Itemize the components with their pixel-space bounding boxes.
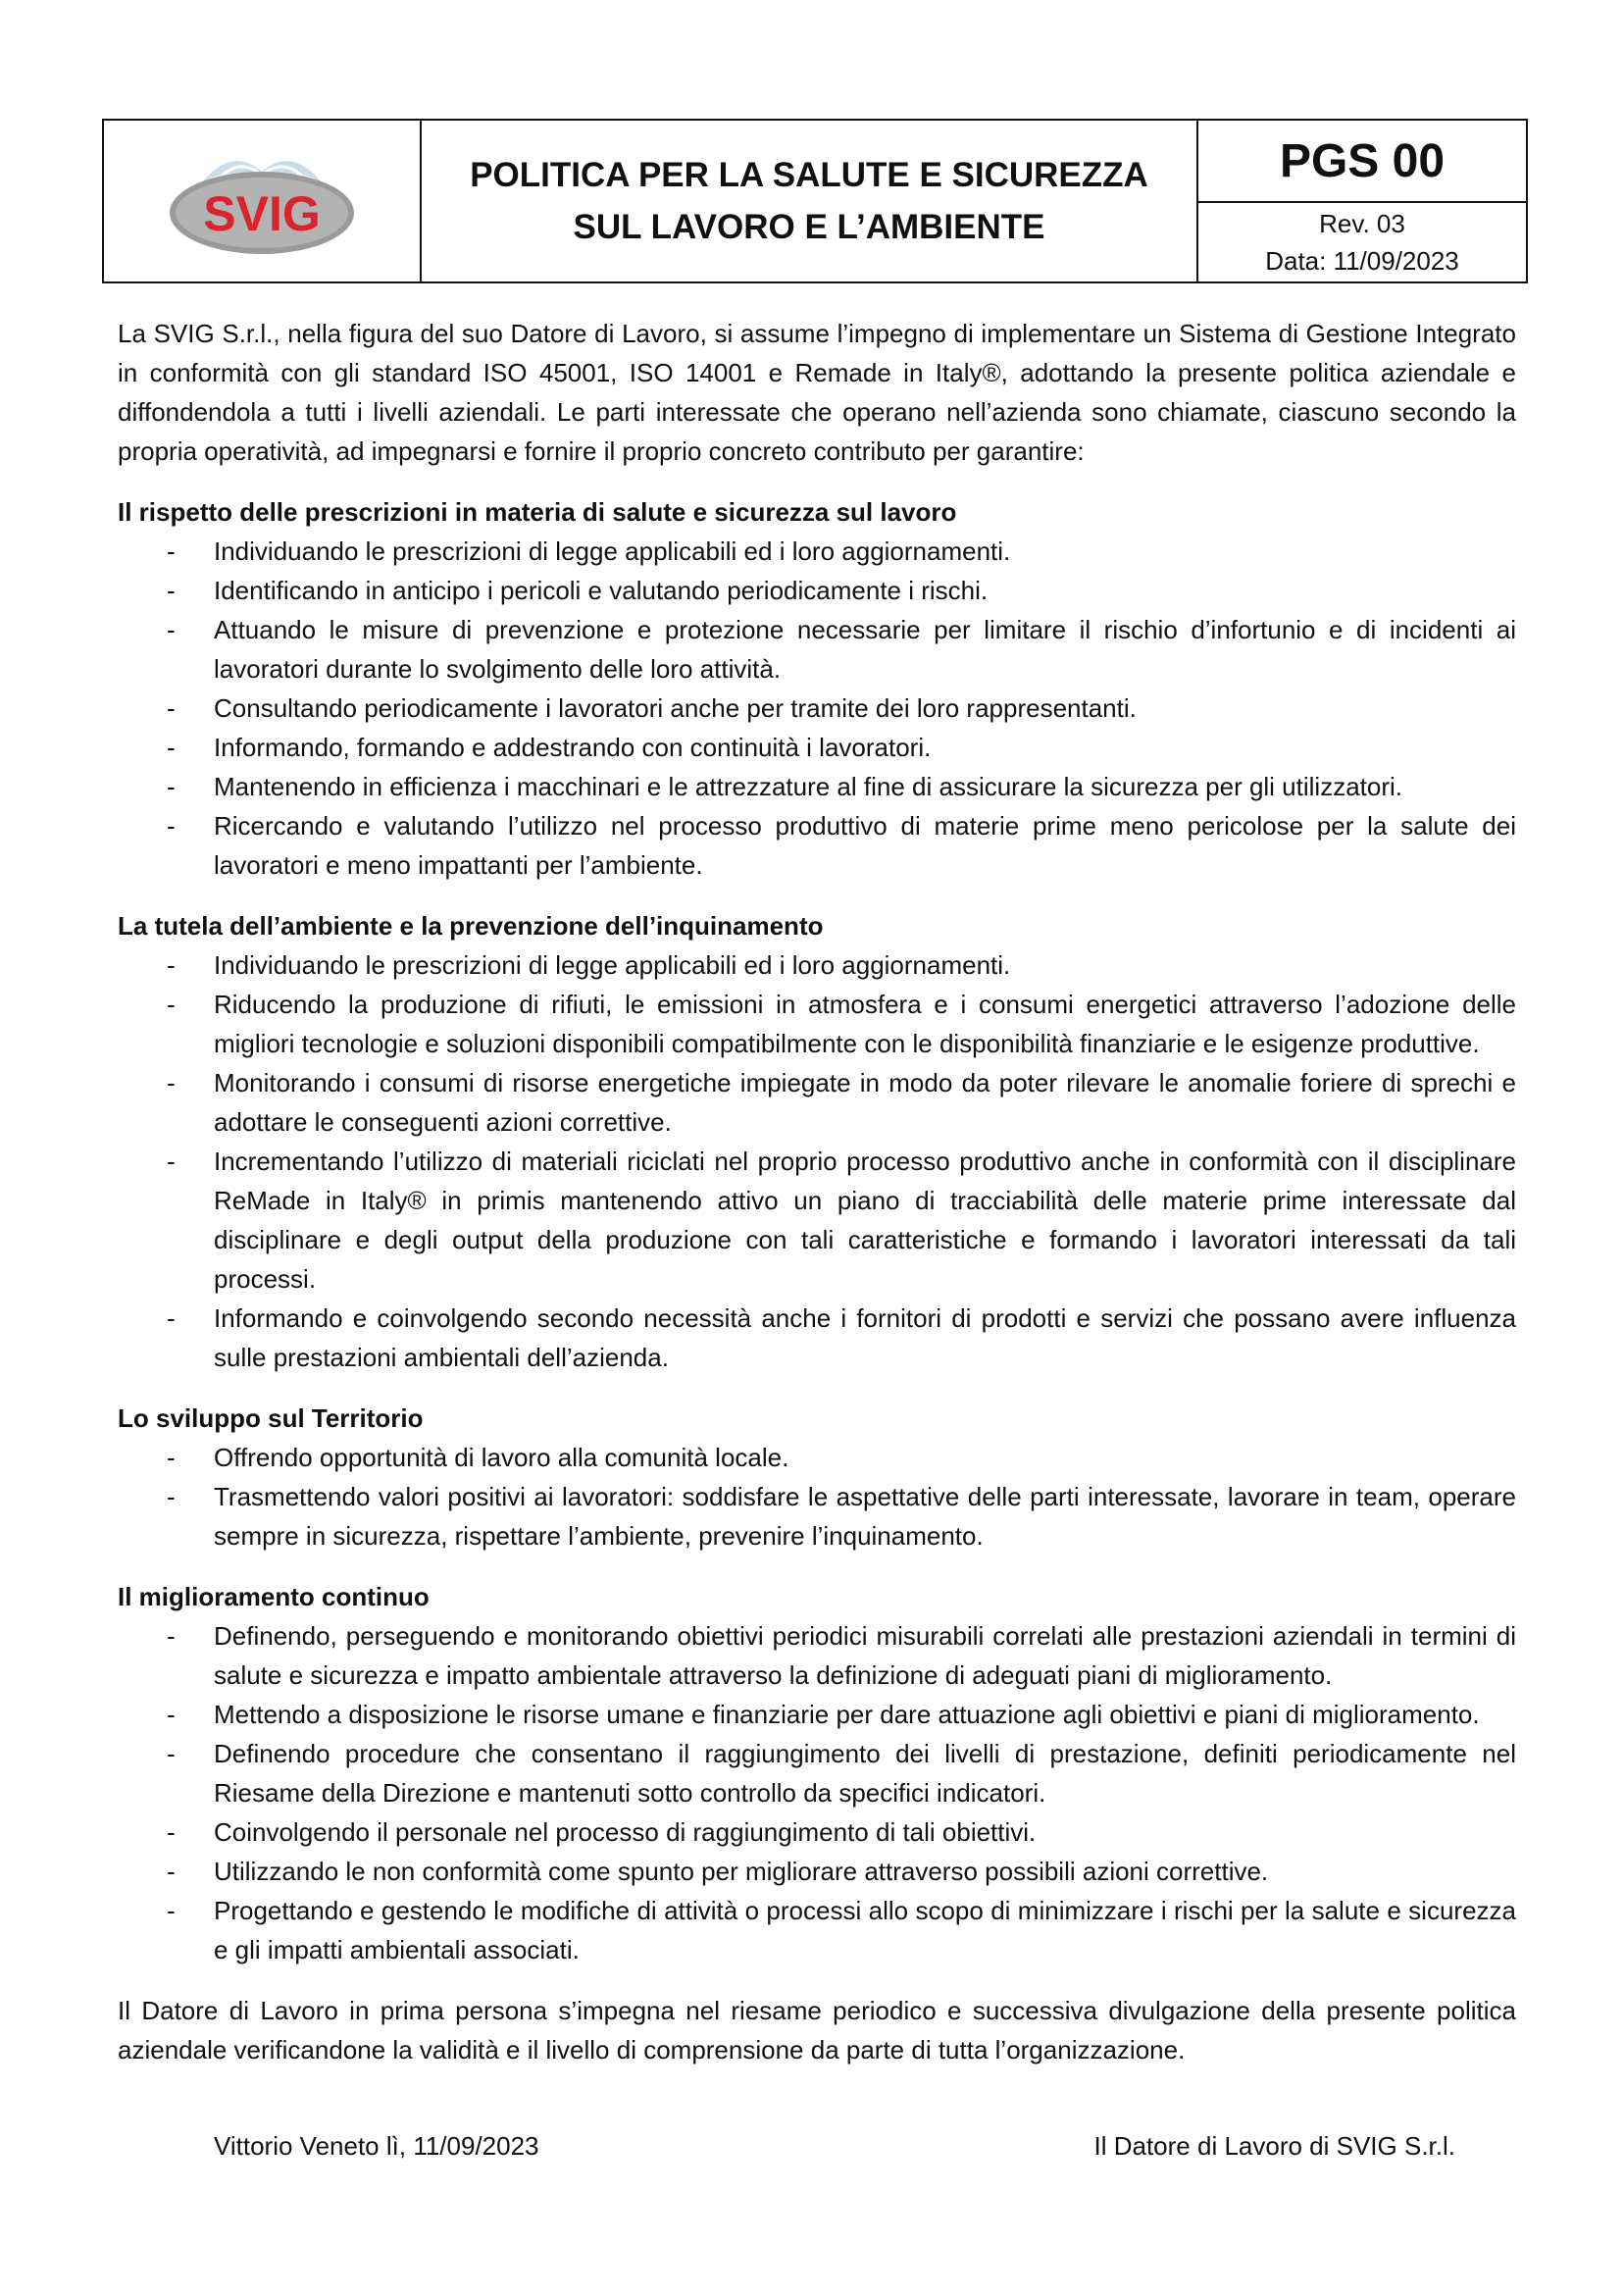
- list-item: - Informando, formando e addestrando con continuità i lavoratori.: [118, 728, 1516, 767]
- list-item: - Offrendo opportunità di lavoro alla comunità locale.: [118, 1438, 1516, 1477]
- section-title: Lo sviluppo sul Territorio: [118, 1403, 424, 1433]
- list-item: - Trasmettendo valori positivi ai lavoratori: soddisfare le aspettative delle parti interessate, lavorare in team, operare sempre in sicurezza, rispettare l’ambiente, prevenire l’inquinamento.: [118, 1477, 1516, 1555]
- list-item: - Incrementando l’utilizzo di materiali riciclati nel proprio processo produttivo anche in conformità con il disciplinare ReMade in Italy® in primis mantenendo attivo un piano di tracciabilità delle materie prime interessate dal disciplinare e degli output della produzione con tali caratteristiche e formando i lavoratori interessati da tali processi.: [118, 1142, 1516, 1299]
- list-item: - Identificando in anticipo i pericoli e valutando periodicamente i rischi.: [118, 571, 1516, 610]
- policy-section: [118, 1399, 1516, 1555]
- list-item: - Mettendo a disposizione le risorse umane e finanziarie per dare attuazione agli obiettivi e piani di miglioramento.: [118, 1695, 1516, 1734]
- list-item: - Informando e coinvolgendo secondo necessità anche i fornitori di prodotti e servizi che possano avere influenza sulle prestazioni ambientali dell’azienda.: [118, 1299, 1516, 1377]
- list-item: - Utilizzando le non conformità come spunto per migliorare attraverso possibili azioni correttive.: [118, 1852, 1516, 1891]
- place-date: Vittorio Veneto lì, 11/09/2023: [214, 2131, 539, 2161]
- svg-text:SVIG: SVIG: [203, 186, 321, 241]
- revision-date: Data: 11/09/2023: [1265, 246, 1459, 276]
- section-list: [118, 945, 1516, 1377]
- document-body: [118, 314, 1516, 2091]
- policy-section: [118, 1577, 1516, 1969]
- section-title: Il rispetto delle prescrizioni in materia di salute e sicurezza sul lavoro: [118, 497, 957, 527]
- list-item: - Consultando periodicamente i lavoratori anche per tramite dei loro rappresentanti.: [118, 688, 1516, 728]
- employer-signature: Il Datore di Lavoro di SVIG S.r.l.: [1093, 2131, 1455, 2161]
- document-title: POLITICA PER LA SALUTE E SICUREZZA SUL LAVORO E L’AMBIENTE: [422, 121, 1198, 281]
- revision-number: Rev. 03: [1319, 209, 1405, 238]
- section-title: Il miglioramento continuo: [118, 1582, 430, 1611]
- list-item: - Mantenendo in efficienza i macchinari e le attrezzature al fine di assicurare la sicurezza per gli utilizzatori.: [118, 767, 1516, 806]
- section-list: [118, 532, 1516, 885]
- document-code: PGS 00: [1198, 121, 1526, 203]
- list-item: - Individuando le prescrizioni di legge applicabili ed i loro aggiornamenti.: [118, 945, 1516, 985]
- list-item: - Individuando le prescrizioni di legge applicabili ed i loro aggiornamenti.: [118, 532, 1516, 571]
- section-title: La tutela dell’ambiente e la prevenzione dell’inquinamento: [118, 911, 824, 941]
- list-item: - Definendo procedure che consentano il raggiungimento dei livelli di prestazione, definiti periodicamente nel Riesame della Direzione e mantenuti sotto controllo da specifici indicatori.: [118, 1734, 1516, 1812]
- policy-section: [118, 906, 1516, 1377]
- svig-logo: [164, 142, 360, 260]
- policy-section: [118, 492, 1516, 885]
- list-item: - Monitorando i consumi di risorse energetiche impiegate in modo da poter rilevare le anomalie foriere di sprechi e adottare le conseguenti azioni correttive.: [118, 1063, 1516, 1142]
- document-code-cell: [1198, 121, 1526, 281]
- list-item: - Ricercando e valutando l’utilizzo nel processo produttivo di materie prime meno pericolose per la salute dei lavoratori e meno impattanti per l’ambiente.: [118, 806, 1516, 885]
- policy-sections: [118, 492, 1516, 1969]
- signature-row: [214, 2126, 1455, 2166]
- logo-cell: [104, 121, 422, 281]
- list-item: - Progettando e gestendo le modifiche di attività o processi allo scopo di minimizzare i rischi per la salute e sicurezza e gli impatti ambientali associati.: [118, 1891, 1516, 1969]
- closing-paragraph: Il Datore di Lavoro in prima persona s’impegna nel riesame periodico e successiva divulgazione della presente politica aziendale verificandone la validità e il livello di comprensione da parte di tutta l’organizzazione.: [118, 1996, 1516, 2065]
- list-item: - Attuando le misure di prevenzione e protezione necessarie per limitare il rischio d’infortunio e di incidenti ai lavoratori durante lo svolgimento delle loro attività.: [118, 610, 1516, 688]
- revision-info: [1198, 203, 1526, 281]
- list-item: - Riducendo la produzione di rifiuti, le emissioni in atmosfera e i consumi energetici attraverso l’adozione delle migliori tecnologie e soluzioni disponibili compatibilmente con le disponibilità finanziarie e le esigenze produttive.: [118, 985, 1516, 1063]
- intro-paragraph: La SVIG S.r.l., nella figura del suo Datore di Lavoro, si assume l’impegno di implementare un Sistema di Gestione Integrato in conformità con gli standard ISO 45001, ISO 14001 e Remade in Italy®, adottando la presente politica aziendale e diffondendola a tutti i livelli aziendali. Le parti interessate che operano nell’azienda sono chiamate, ciascuno secondo la propria operatività, ad impegnarsi e fornire il proprio concreto contributo per garantire:: [118, 319, 1516, 466]
- section-list: [118, 1438, 1516, 1555]
- section-list: [118, 1616, 1516, 1969]
- document-header: [102, 119, 1528, 283]
- list-item: - Definendo, perseguendo e monitorando obiettivi periodici misurabili correlati alle prestazioni aziendali in termini di salute e sicurezza e impatto ambientale attraverso la definizione di adeguati piani di miglioramento.: [118, 1616, 1516, 1695]
- list-item: - Coinvolgendo il personale nel processo di raggiungimento di tali obiettivi.: [118, 1812, 1516, 1852]
